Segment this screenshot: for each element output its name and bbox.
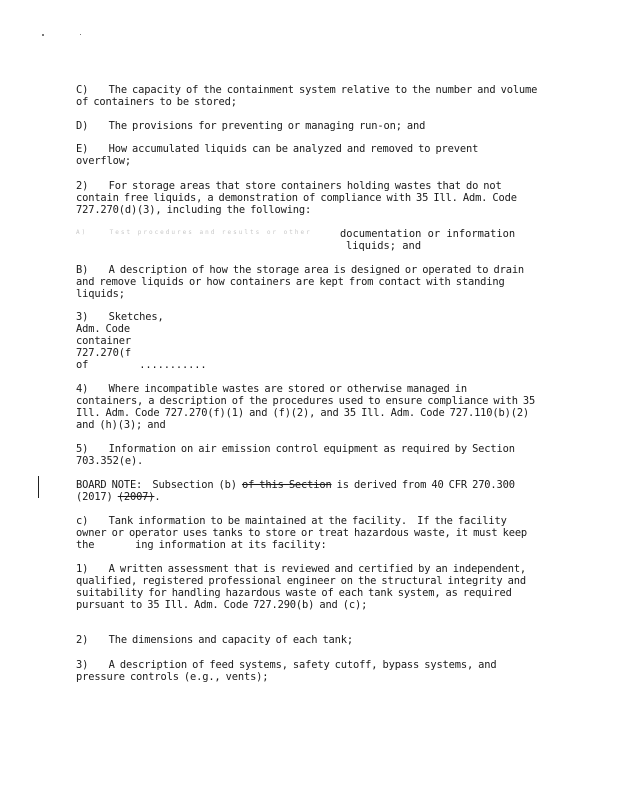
paragraph-2-dimensions: 2) The dimensions and capacity of each tank; <box>76 634 353 646</box>
paragraph-e-liquids: E) How accumulated liquids can be analyzed and removed to prevent overflow; <box>76 143 484 167</box>
board-note <box>76 479 538 503</box>
board-note-text-a: BOARD NOTE: Subsection (b) <box>76 479 242 491</box>
board-note-text-b: is derived from 40 CFR 270.300 (2017) <box>76 479 520 503</box>
paragraph-b-drain: B) A description of how the storage area is designed or operated to drain and remove liquids or how containers are kept from contact with standing liquids; <box>76 264 530 300</box>
revision-margin-bar <box>38 476 39 498</box>
paragraph-5-air: 5) Information on air emission control equipment as required by Section 703.352(e). <box>76 443 520 467</box>
paragraph-c-tank: c) Tank information to be maintained at the facility. If the facility owner or operator uses tanks to store or treat hazardous waste, it must keep the ing information at its facility: <box>76 515 533 551</box>
paragraph-d-runon: D) The provisions for preventing or managing run-on; and <box>76 120 426 132</box>
paragraph-1-assessment: 1) A written assessment that is reviewed and certified by an independent, qualified, registered professional engineer on the structural integrity and suitability for handling hazardous waste of each tank system, as required pursuant to 35 Ill. Adm. Code 727.290(b) and (c); <box>76 563 532 611</box>
scan-speck <box>42 34 44 36</box>
board-note-struck-1: of this Section <box>241 479 332 491</box>
scan-speck <box>80 34 81 35</box>
partial-line-right-2: liquids; and <box>346 240 422 252</box>
paragraph-3-feed: 3) A description of feed systems, safety cutoff, bypass systems, and pressure controls (e.g., vents); <box>76 659 502 683</box>
faded-partial-line: A) Test procedures and results or other <box>76 229 312 236</box>
paragraph-c-capacity: C) The capacity of the containment system relative to the number and volume of containers to be stored; <box>76 84 543 108</box>
partial-line-right-1: documentation or information <box>340 228 516 240</box>
paragraph-3-sketches: 3) Sketches, Adm. Code container 727.270(f of ........... <box>76 311 207 371</box>
board-note-text-c: . <box>154 491 161 503</box>
paragraph-2-storage: 2) For storage areas that store containers holding wastes that do not contain free liquids, a demonstration of compliance with 35 Ill. Adm. Code 727.270(d)(3), including the following: <box>76 180 522 216</box>
board-note-struck-2: (2007) <box>117 491 155 503</box>
paragraph-4-incompatible: 4) Where incompatible wastes are stored or otherwise managed in containers, a description of the procedures used to ensure compliance with 35 Ill. Adm. Code 727.270(f)(1) and (f)(2), and 35 Ill. Adm. Code 727.110(b)(2) and (h)(3); and <box>76 383 541 431</box>
